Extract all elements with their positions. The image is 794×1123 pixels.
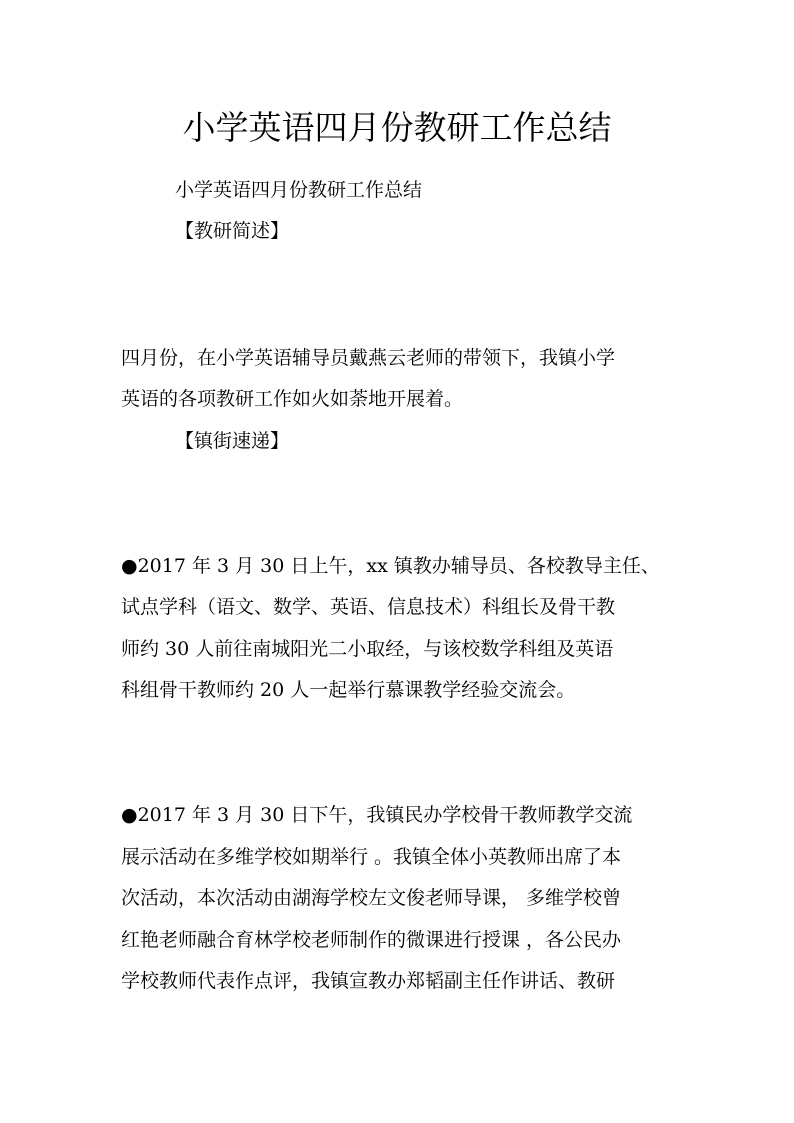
paragraph-line: ●2017 年 3 月 30 日上午，xx 镇教办辅导员、各校教导主任、 [121,555,660,577]
paragraph-line: 学校教师代表作点评，我镇宣教办郑韬副主任作讲话、教研 [121,970,616,992]
section-heading-research-summary: 【教研简述】 [175,220,290,242]
paragraph-line: ●2017 年 3 月 30 日下午，我镇民办学校骨干教师教学交流 [121,804,633,826]
paragraph-line: 师约 30 人前往南城阳光二小取经，与该校数学科组及英语 [121,638,614,660]
paragraph-line: 英语的各项教研工作如火如荼地开展着。 [121,388,464,410]
paragraph-line: 展示活动在多维学校如期举行 。我镇全体小英教师出席了本 [121,846,622,868]
document-subtitle: 小学英语四月份教研工作总结 [175,179,423,201]
paragraph-line: 科组骨干教师约 20 人一起举行慕课教学经验交流会。 [121,679,576,701]
paragraph-line: 次活动，本次活动由湖海学校左文俊老师导课， 多维学校曾 [121,887,622,909]
document-title: 小学英语四月份教研工作总结 [182,108,612,147]
paragraph-line: 四月份，在小学英语辅导员戴燕云老师的带领下，我镇小学 [121,347,616,369]
paragraph-line: 试点学科（语文、数学、英语、信息技术）科组长及骨干教 [121,596,616,618]
paragraph-line: 红艳老师融合育林学校老师制作的微课进行授课 ，各公民办 [121,929,622,951]
section-heading-town-news: 【镇街速递】 [175,430,290,452]
